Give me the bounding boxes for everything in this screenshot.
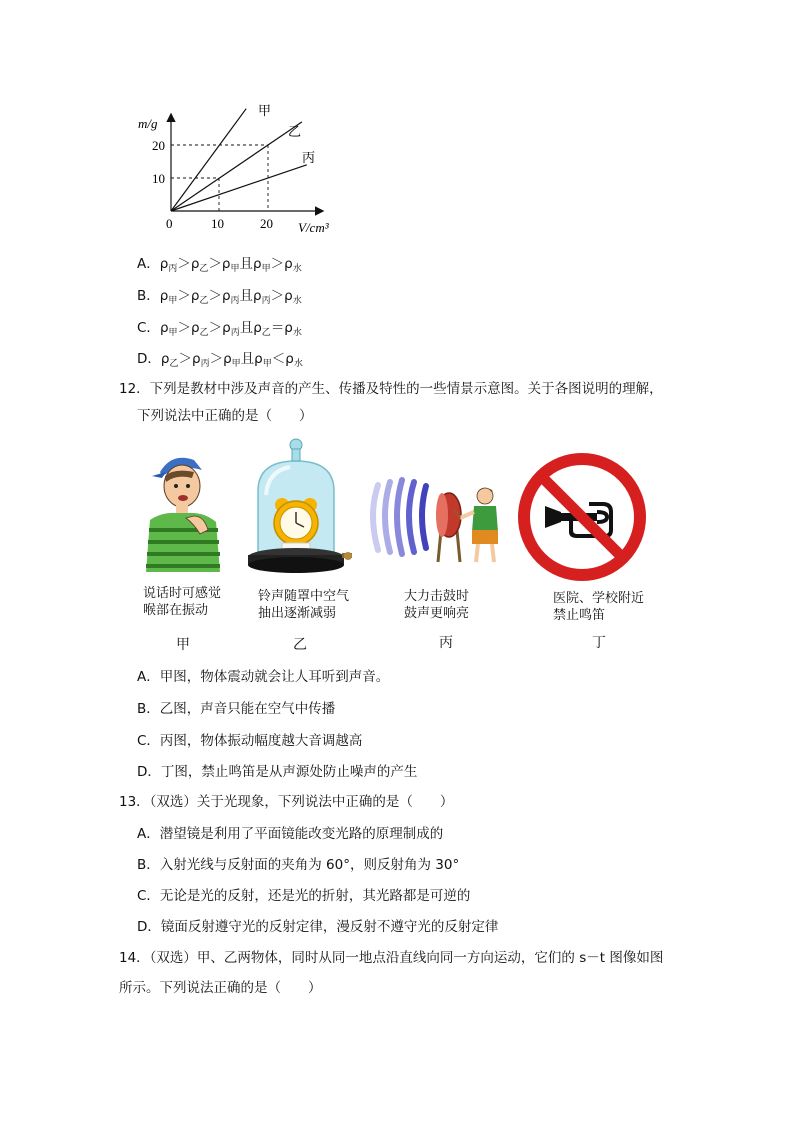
option-letter: A． [137, 256, 160, 272]
density-subscript: 丙 [230, 296, 240, 306]
option-text: ＝ρ [270, 320, 293, 336]
figure-label-bing: 丙 [439, 635, 453, 651]
q12-option-d: D．丁图，禁止鸣笛是从声源处防止噪声的产生 [137, 764, 418, 780]
line-label-bing: 丙 [302, 150, 316, 165]
q13-option-b: B．入射光线与反射面的夹角为 60°，则反射角为 30° [137, 857, 460, 873]
y-tick-10: 10 [152, 171, 165, 186]
x-tick-10: 10 [211, 216, 224, 231]
option-text: ρ [159, 288, 169, 304]
option-text: ρ [159, 320, 169, 336]
density-subscript: 丙 [168, 264, 178, 274]
caption-bing: 大力击鼓时 鼓声更响亮 [404, 589, 470, 621]
density-subscript: 丙 [261, 296, 271, 306]
density-subscript: 甲 [230, 264, 240, 274]
option-text: 且ρ [239, 256, 262, 272]
drum-illustration [368, 470, 508, 565]
x-tick-20: 20 [260, 216, 273, 231]
density-subscript: 乙 [169, 359, 179, 369]
density-subscript: 甲 [168, 296, 178, 306]
q13-option-d: D．镜面反射遵守光的反射定律，漫反射不遵守光的反射定律 [137, 919, 499, 935]
option-text: ＞ρ [208, 256, 231, 272]
option-text: ρ [159, 256, 169, 272]
q12-stem-line2: 下列说法中正确的是（ ） [137, 408, 313, 424]
density-subscript: 水 [292, 296, 302, 306]
q12-option-b: B．乙图，声音只能在空气中传播 [137, 701, 336, 717]
density-subscript: 甲 [168, 328, 178, 338]
series-line-2 [171, 165, 307, 211]
q11-option-a [137, 252, 302, 274]
q11-option-b [137, 284, 302, 306]
density-subscript: 水 [292, 264, 302, 274]
q11-option-c [137, 316, 302, 338]
q13-option-c: C．无论是光的反射，还是光的折射，其光路都是可逆的 [137, 888, 471, 904]
density-subscript: 水 [293, 359, 303, 369]
q12-option-c: C．丙图，物体振动幅度越大音调越高 [137, 733, 363, 749]
person-speaking-illustration [132, 450, 232, 575]
option-text: ＞ρ [209, 351, 232, 367]
q13-option-a: A．潜望镜是利用了平面镜能改变光路的原理制成的 [137, 826, 444, 842]
option-text: ρ [160, 351, 170, 367]
figure-label-ding: 丁 [592, 635, 606, 651]
density-subscript: 乙 [199, 296, 209, 306]
option-text: ＞ρ [177, 288, 200, 304]
line-label-jia: 甲 [258, 103, 272, 118]
option-text: 且ρ [240, 351, 263, 367]
q13-stem: 13．（双选）关于光现象，下列说法中正确的是（ ） [119, 794, 454, 810]
origin-label: 0 [166, 216, 173, 231]
option-text: ＜ρ [271, 351, 294, 367]
option-text: ＞ρ [177, 320, 200, 336]
option-letter: B． [137, 288, 160, 304]
density-graph [130, 100, 350, 240]
caption-jia: 说话时可感觉 喉部在振动 [143, 586, 222, 618]
density-subscript: 丙 [230, 328, 240, 338]
line-label-yi: 乙 [288, 124, 302, 139]
option-text: ＞ρ [208, 320, 231, 336]
density-subscript: 甲 [261, 264, 271, 274]
series-line-1 [171, 122, 302, 211]
density-subscript: 水 [292, 328, 302, 338]
y-tick-20: 20 [152, 138, 165, 153]
x-axis-label: V/cm³ [298, 220, 329, 235]
option-text: ＞ρ [270, 288, 293, 304]
caption-yi: 铃声随罩中空气 抽出逐渐减弱 [258, 589, 350, 621]
option-letter: D． [137, 351, 161, 367]
q14-stem-line2: 所示。下列说法正确的是（ ） [119, 980, 322, 996]
caption-ding: 医院、学校附近 禁止鸣笛 [553, 591, 645, 623]
density-subscript: 甲 [231, 359, 241, 369]
q12-option-a: A．甲图，物体震动就会让人耳听到声音。 [137, 669, 390, 685]
figure-label-yi: 乙 [293, 637, 307, 653]
density-subscript: 甲 [262, 359, 272, 369]
density-subscript: 乙 [261, 328, 271, 338]
q11-option-d [137, 347, 303, 369]
option-text: ＞ρ [270, 256, 293, 272]
y-axis-label: m/g [138, 116, 158, 131]
option-text: 且ρ [239, 288, 262, 304]
option-text: ＞ρ [208, 288, 231, 304]
option-text: 且ρ [239, 320, 262, 336]
series-line-0 [171, 109, 246, 211]
q12-stem-line1: 12．下列是教材中涉及声音的产生、传播及特性的一些情景示意图。关于各图说明的理解， [119, 381, 663, 397]
density-subscript: 丙 [200, 359, 210, 369]
option-letter: C． [137, 320, 160, 336]
figure-label-jia: 甲 [176, 637, 190, 653]
bell-jar-illustration [244, 435, 354, 580]
density-subscript: 乙 [199, 264, 209, 274]
option-text: ＞ρ [178, 351, 201, 367]
option-text: ＞ρ [177, 256, 200, 272]
q14-stem-line1: 14．（双选）甲、乙两物体，同时从同一地点沿直线向同一方向运动，它们的 s－t 图像如图 [119, 950, 664, 966]
density-subscript: 乙 [199, 328, 209, 338]
no-horn-sign-icon [517, 452, 647, 582]
